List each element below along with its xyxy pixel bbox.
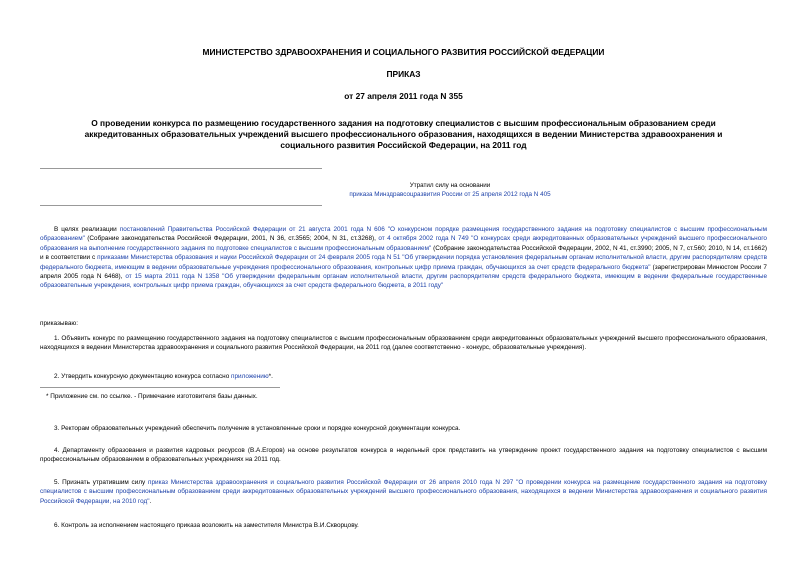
item-3 — [40, 424, 767, 433]
item-2 — [40, 372, 767, 381]
item-1-text: 1. Объявить конкурс по размещению государственного задания на подготовку специалистов с высшим профессиональным образованием среди аккредитованных образовательных учреждений высшего профессионального образования, находящихся в ведении Министерства здравоохранения и социального развития Российской Федерации, на 2011 год (далее соответственно - конкурс, образовательные учреждения). — [40, 335, 767, 352]
preamble-link-4[interactable]: от 15 марта 2011 года N 1358 "Об утверждении федеральным органам исполнительной власти, другим распорядителям средств федерального бюджета, имеющим в ведении федеральные государственные образовательные учреждения, контрольных цифр приема граждан, обучающихся за счет средств федерального бюджета, в 2011 году" — [40, 273, 767, 290]
item-5 — [40, 478, 767, 506]
doc-type-heading: ПРИКАЗ — [386, 69, 421, 79]
preamble-text-4: (зарегистрирован Минюстом России 7 апреля 2005 года N 6468), — [40, 263, 767, 281]
order-word: приказываю: — [40, 320, 78, 327]
item-5-link[interactable]: приказ Министерства здравоохранения и социального развития Российской Федерации от 26 апреля 2010 года N 297 "О проведении конкурса на размещение государственного задания на подготовку специалистов с высшим профессиональным образованием среди аккредитованных образовательных учреждений высшего профессионального образования, находящихся в ведении Министерства здравоохранения и социального развития Российской Федерации, на 2010 год" — [40, 479, 768, 505]
item-6 — [40, 521, 767, 530]
date-number-heading: от 27 апреля 2011 года N 355 — [344, 91, 463, 101]
item-5-text: 5. Признать утратившим силу — [54, 479, 149, 486]
preamble-paragraph — [40, 225, 767, 291]
divider-top — [40, 168, 322, 169]
item-4-text: 4. Департаменту образования и развития кадровых ресурсов (В.А.Егоров) на основе результатов конкурса в недельный срок представить на утверждение проект государственного задания на подготовку специалистов с высшим профессиональным образованием в образовательных учреждениях на 2011 год. — [40, 447, 767, 464]
footnote: * Приложение см. по ссылке. - Примечание изготовителя базы данных. — [46, 393, 258, 400]
item-1 — [40, 334, 767, 353]
footnote-rule — [40, 387, 280, 388]
preamble-link-2[interactable]: от 4 октября 2002 года N 749 "О конкурсах среди аккредитованных образовательных учреждений высшего профессионального образования на выполнение государственного задания по подготовке специалистов с высшим профессиональным образованием" — [40, 235, 767, 252]
status-note-text: Утратил силу на основании — [409, 182, 491, 189]
preamble-text-1: В целях реализации — [54, 226, 120, 233]
status-note-link[interactable]: приказа Минздравсоцразвития России от 25 апреля 2012 года N 405 — [349, 191, 551, 198]
document-title: О проведении конкурса по размещению государственного задания на подготовку специалистов с высшим профессиональным образованием среди аккредитованных образовательных учреждений высшего профессионального образования, находящихся в ведении Министерства здравоохранения и социального развития Российской Федерации, на 2011 год — [84, 118, 723, 150]
item-3-text: 3. Ректорам образовательных учреждений обеспечить получение в установленные сроки и порядке конкурсной документации конкурса. — [54, 425, 461, 432]
item-6-text: 6. Контроль за исполнением настоящего приказа возложить на заместителя Министра В.И.Скворцову. — [54, 522, 359, 529]
item-5-end: . — [149, 497, 152, 505]
preamble-text-3: (Собрание законодательства Российской Федерации, 2002, N 41, ст.3990; 2005, N 7, ст.560; 2010, N 14, ст.1662) и в соответствии с — [40, 244, 767, 262]
item-2-text: 2. Утвердить конкурсную документацию конкурса согласно — [54, 373, 232, 380]
preamble-text-2: (Собрание законодательства Российской Федерации, 2001, N 36, ст.3565; 2004, N 31, ст.3268), — [84, 235, 379, 243]
item-4 — [40, 446, 767, 465]
item-2-appendix-link[interactable]: приложению — [231, 373, 269, 380]
status-note — [330, 181, 570, 199]
preamble-link-3[interactable]: приказами Министерства образования и науки Российской Федерации от 24 февраля 2005 года N 51 "Об утверждении порядка установления федеральным органам исполнительной власти, другим распорядителям средств федерального бюджета, имеющим в ведении образовательные учреждения профессионального образования, контрольных цифр приема граждан, обучающихся за счет средств федерального бюджета" — [40, 254, 767, 271]
preamble-link-1[interactable]: постановлений Правительства Российской Федерации от 21 августа 2001 года N 606 "О конкурсном порядке размещения государственного задания на подготовку специалистов с высшим профессиональным образованием" — [40, 226, 768, 243]
divider-bottom — [40, 205, 322, 206]
item-2-mark: *. — [268, 373, 273, 380]
ministry-heading: МИНИСТЕРСТВО ЗДРАВООХРАНЕНИЯ И СОЦИАЛЬНОГО РАЗВИТИЯ РОССИЙСКОЙ ФЕДЕРАЦИИ — [202, 47, 605, 57]
